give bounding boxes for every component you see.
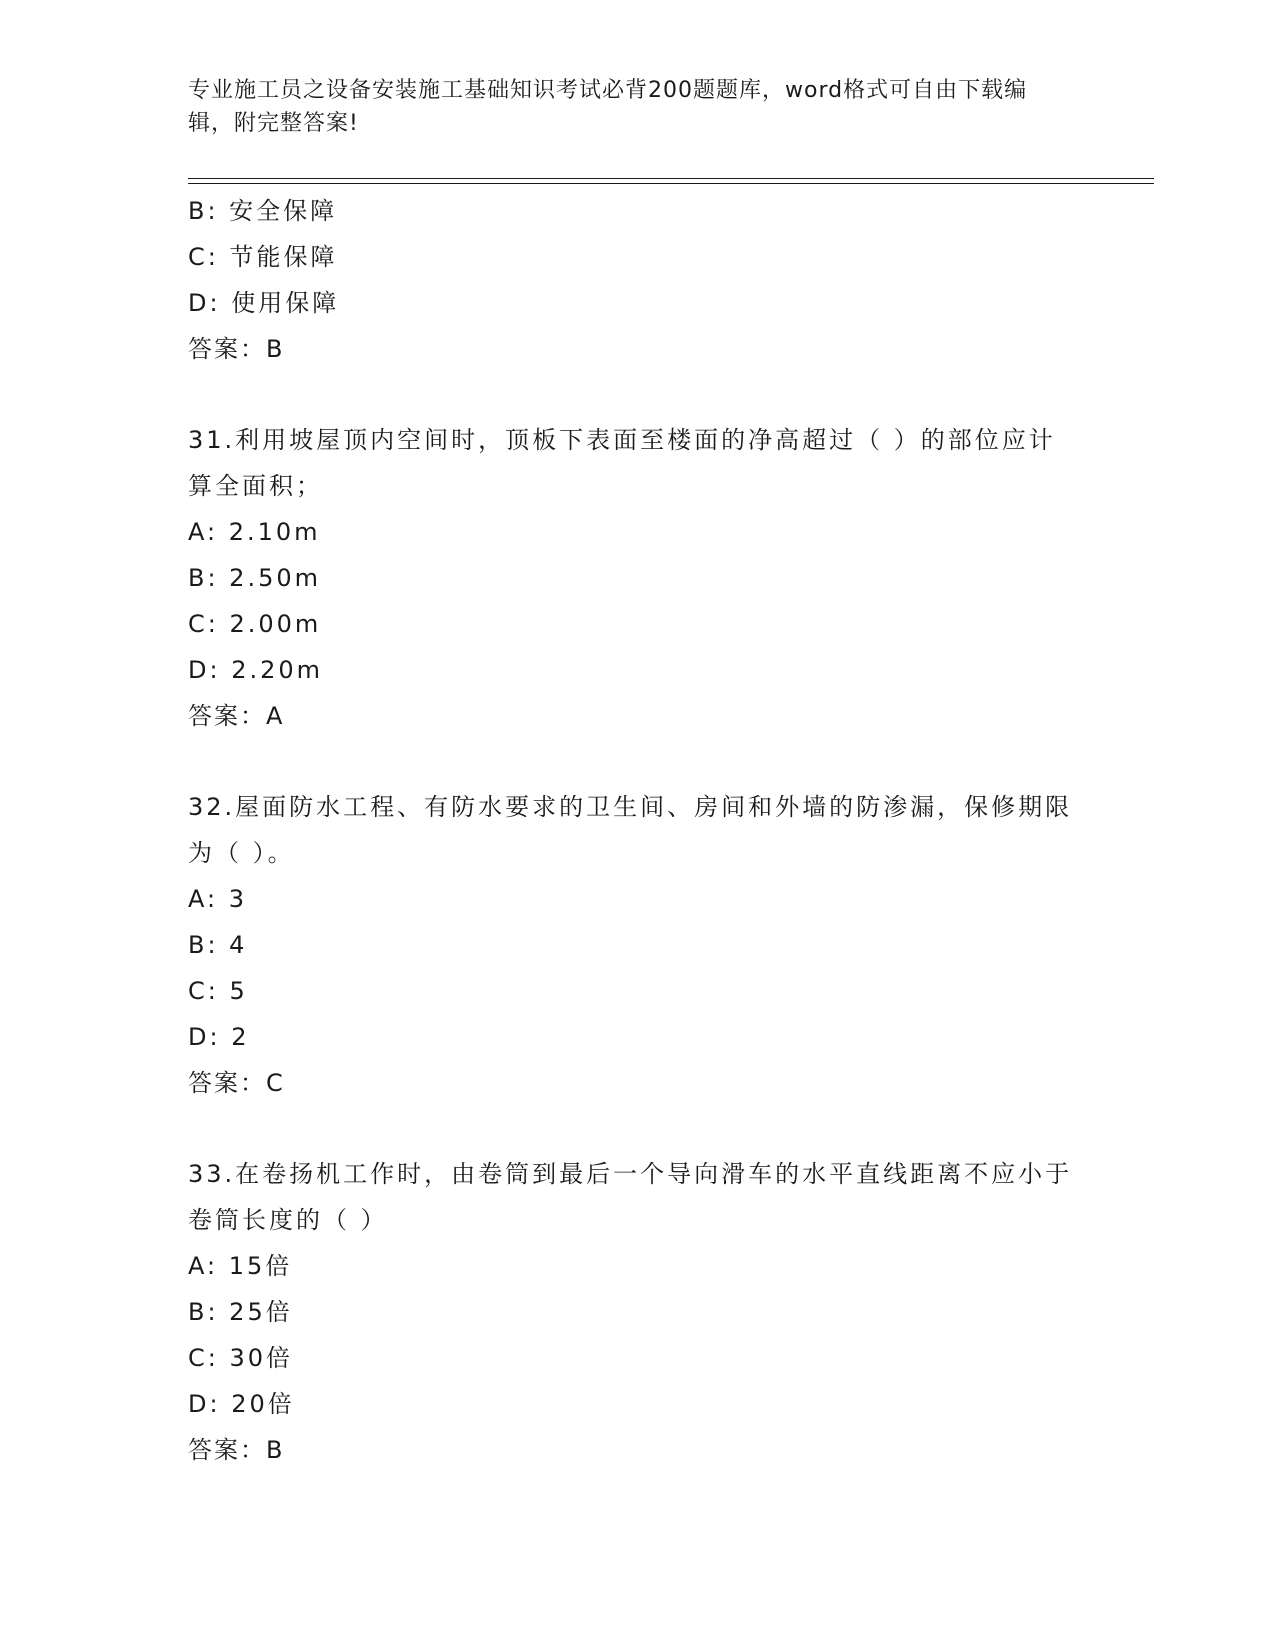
option-d: D: 2 <box>188 1023 250 1051</box>
answer: 答案：B <box>188 335 285 363</box>
answer: 答案：B <box>188 1436 285 1464</box>
header-divider-top <box>188 178 1154 179</box>
question-32 <box>188 784 1088 1106</box>
option-d: D: 2.20m <box>188 656 324 684</box>
question-list <box>188 188 1088 1473</box>
option-b: B: 2.50m <box>188 564 321 592</box>
option-a: A: 2.10m <box>188 518 321 546</box>
previous-question-tail <box>188 188 1088 372</box>
document-header: 专业施工员之设备安装施工基础知识考试必背200题题库，word格式可自由下载编辑，附完整答案! <box>188 78 1028 136</box>
header-divider-bottom <box>188 183 1154 184</box>
option-c: C: 5 <box>188 977 248 1005</box>
option-c: C: 节能保障 <box>188 243 338 271</box>
option-c: C: 2.00m <box>188 610 322 638</box>
option-b: B: 4 <box>188 931 248 959</box>
answer: 答案：A <box>188 702 285 730</box>
option-d: D: 20倍 <box>188 1390 295 1418</box>
option-d: D: 使用保障 <box>188 289 340 317</box>
option-a: A: 3 <box>188 885 247 913</box>
question-33 <box>188 1151 1088 1473</box>
question-31 <box>188 417 1088 739</box>
question-stem: 32.屋面防水工程、有防水要求的卫生间、房间和外墙的防渗漏，保修期限为（ ）。 <box>188 793 1073 867</box>
option-b: B: 25倍 <box>188 1298 293 1326</box>
question-stem: 33.在卷扬机工作时，由卷筒到最后一个导向滑车的水平直线距离不应小于卷筒长度的（ ） <box>188 1160 1073 1234</box>
option-c: C: 30倍 <box>188 1344 294 1372</box>
question-stem: 31.利用坡屋顶内空间时，顶板下表面至楼面的净高超过（ ）的部位应计算全面积； <box>188 426 1056 500</box>
answer: 答案：C <box>188 1069 285 1097</box>
option-a: A: 15倍 <box>188 1252 293 1280</box>
option-b: B: 安全保障 <box>188 197 338 225</box>
